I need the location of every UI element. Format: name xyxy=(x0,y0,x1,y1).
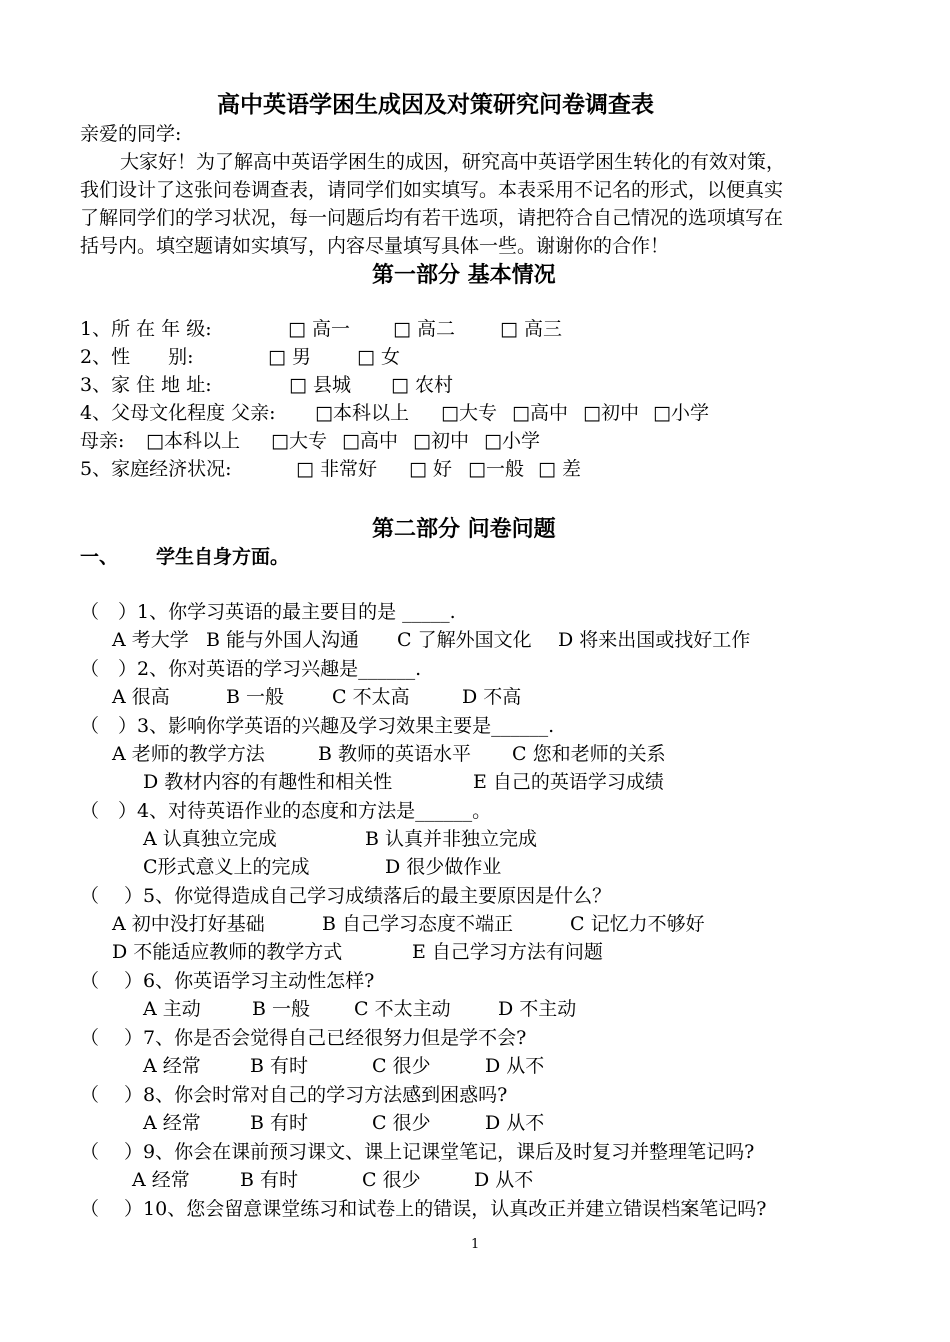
father-edu-option[interactable]: □小学 xyxy=(653,402,709,424)
page-number: 1 xyxy=(471,1237,480,1252)
q3-option: E 自己的英语学习成绩 xyxy=(473,771,664,793)
q4-option: D 很少做作业 xyxy=(385,856,502,878)
section-number: 一、 xyxy=(80,546,119,568)
q1-option: A 考大学 xyxy=(112,629,189,651)
q7-option: C 很少 xyxy=(372,1055,431,1077)
q8-option: B 有时 xyxy=(250,1112,309,1134)
question-10: （ ）10、您会留意课堂练习和试卷上的错误，认真改正并建立错误档案笔记吗? xyxy=(80,1198,767,1220)
economy-label: 5、家庭经济状况: xyxy=(80,458,232,480)
q7-option: D 从不 xyxy=(485,1055,545,1077)
mother-edu-option[interactable]: □大专 xyxy=(271,430,327,452)
q4-option: B 认真并非独立完成 xyxy=(365,828,538,850)
question-9: （ ）9、你会在课前预习课文、课上记课堂笔记，课后及时复习并整理笔记吗? xyxy=(80,1141,755,1163)
greeting: 亲爱的同学: xyxy=(80,123,182,145)
economy-option[interactable]: □ 好 xyxy=(409,458,452,480)
q8-option: A 经常 xyxy=(143,1112,201,1134)
question-8: （ ）8、你会时常对自己的学习方法感到困惑吗? xyxy=(80,1084,508,1106)
q2-option: C 不太高 xyxy=(332,686,410,708)
mother-edu-option[interactable]: □小学 xyxy=(484,430,540,452)
economy-option[interactable]: □一般 xyxy=(468,458,524,480)
gender-option[interactable]: □ 男 xyxy=(268,346,311,368)
gender-option[interactable]: □ 女 xyxy=(357,346,400,368)
q9-option: D 从不 xyxy=(474,1169,534,1191)
q5-option: E 自己学习方法有问题 xyxy=(412,941,603,963)
father-edu-option[interactable]: □本科以上 xyxy=(315,402,409,424)
intro-line: 括号内。填空题请如实填写，内容尽量填写具体一些。谢谢你的合作！ xyxy=(80,235,670,257)
q2-option: A 很高 xyxy=(112,686,170,708)
father-edu-option[interactable]: □初中 xyxy=(583,402,639,424)
q5-option: B 自己学习态度不端正 xyxy=(322,913,514,935)
parents-edu-label: 4、父母文化程度 父亲: xyxy=(80,402,276,424)
q3-option: A 老师的教学方法 xyxy=(112,743,265,765)
q6-option: C 不太主动 xyxy=(354,998,451,1020)
grade-label: 1、所 在 年 级: xyxy=(80,318,212,340)
question-4: （ ）4、对待英语作业的态度和方法是______。 xyxy=(80,800,492,822)
father-edu-option[interactable]: □高中 xyxy=(512,402,568,424)
q8-option: C 很少 xyxy=(372,1112,431,1134)
q4-option: C形式意义上的完成 xyxy=(143,856,310,878)
grade-option[interactable]: □ 高二 xyxy=(393,318,455,340)
q1-option: B 能与外国人沟通 xyxy=(206,629,360,651)
q2-option: D 不高 xyxy=(462,686,522,708)
economy-option[interactable]: □ 差 xyxy=(538,458,581,480)
q9-option: C 很少 xyxy=(362,1169,421,1191)
gender-label: 2、性 别: xyxy=(80,346,194,368)
q6-option: D 不主动 xyxy=(498,998,577,1020)
q5-option: A 初中没打好基础 xyxy=(112,913,265,935)
intro-line: 大家好！为了解高中英语学困生的成因，研究高中英语学困生转化的有效对策， xyxy=(120,151,786,173)
address-option[interactable]: □ 县城 xyxy=(289,374,351,396)
q7-option: B 有时 xyxy=(250,1055,309,1077)
grade-option[interactable]: □ 高三 xyxy=(500,318,562,340)
q2-option: B 一般 xyxy=(226,686,285,708)
grade-option[interactable]: □ 高一 xyxy=(288,318,350,340)
father-edu-option[interactable]: □大专 xyxy=(441,402,497,424)
question-1: （ ）1、你学习英语的最主要目的是 _____. xyxy=(80,601,456,623)
q6-option: B 一般 xyxy=(252,998,311,1020)
intro-line: 我们设计了这张问卷调查表，请同学们如实填写。本表采用不记名的形式，以便真实 xyxy=(80,179,784,201)
section-title: 学生自身方面。 xyxy=(156,546,290,568)
mother-edu-option[interactable]: □高中 xyxy=(342,430,398,452)
part1-heading: 第一部分 基本情况 xyxy=(372,262,556,288)
question-6: （ ）6、你英语学习主动性怎样? xyxy=(80,970,375,992)
address-label: 3、家 住 地 址: xyxy=(80,374,212,396)
intro-line: 了解同学们的学习状况，每一问题后均有若干选项，请把符合自己情况的选项填写在 xyxy=(80,207,784,229)
q4-option: A 认真独立完成 xyxy=(143,828,277,850)
q1-option: D 将来出国或找好工作 xyxy=(558,629,751,651)
q5-option: C 记忆力不够好 xyxy=(570,913,705,935)
question-7: （ ）7、你是否会觉得自己已经很努力但是学不会? xyxy=(80,1027,527,1049)
part2-heading: 第二部分 问卷问题 xyxy=(372,516,556,542)
q3-option: D 教材内容的有趣性和相关性 xyxy=(143,771,393,793)
q9-option: A 经常 xyxy=(132,1169,190,1191)
document-title: 高中英语学困生成因及对策研究问卷调查表 xyxy=(217,91,654,118)
q1-option: C 了解外国文化 xyxy=(397,629,532,651)
q9-option: B 有时 xyxy=(240,1169,299,1191)
q8-option: D 从不 xyxy=(485,1112,545,1134)
address-option[interactable]: □ 农村 xyxy=(391,374,453,396)
question-2: （ ）2、你对英语的学习兴趣是______. xyxy=(80,658,422,680)
q3-option: C 您和老师的关系 xyxy=(512,743,666,765)
question-5: （ ）5、你觉得造成自己学习成绩落后的最主要原因是什么？ xyxy=(80,885,612,907)
economy-option[interactable]: □ 非常好 xyxy=(296,458,377,480)
mother-edu-label: 母亲: xyxy=(80,430,125,452)
q5-option: D 不能适应教师的教学方式 xyxy=(112,941,343,963)
question-3: （ ）3、影响你学英语的兴趣及学习效果主要是______. xyxy=(80,715,555,737)
q6-option: A 主动 xyxy=(143,998,201,1020)
q7-option: A 经常 xyxy=(143,1055,201,1077)
q3-option: B 教师的英语水平 xyxy=(318,743,472,765)
mother-edu-option[interactable]: □本科以上 xyxy=(146,430,240,452)
mother-edu-option[interactable]: □初中 xyxy=(413,430,469,452)
